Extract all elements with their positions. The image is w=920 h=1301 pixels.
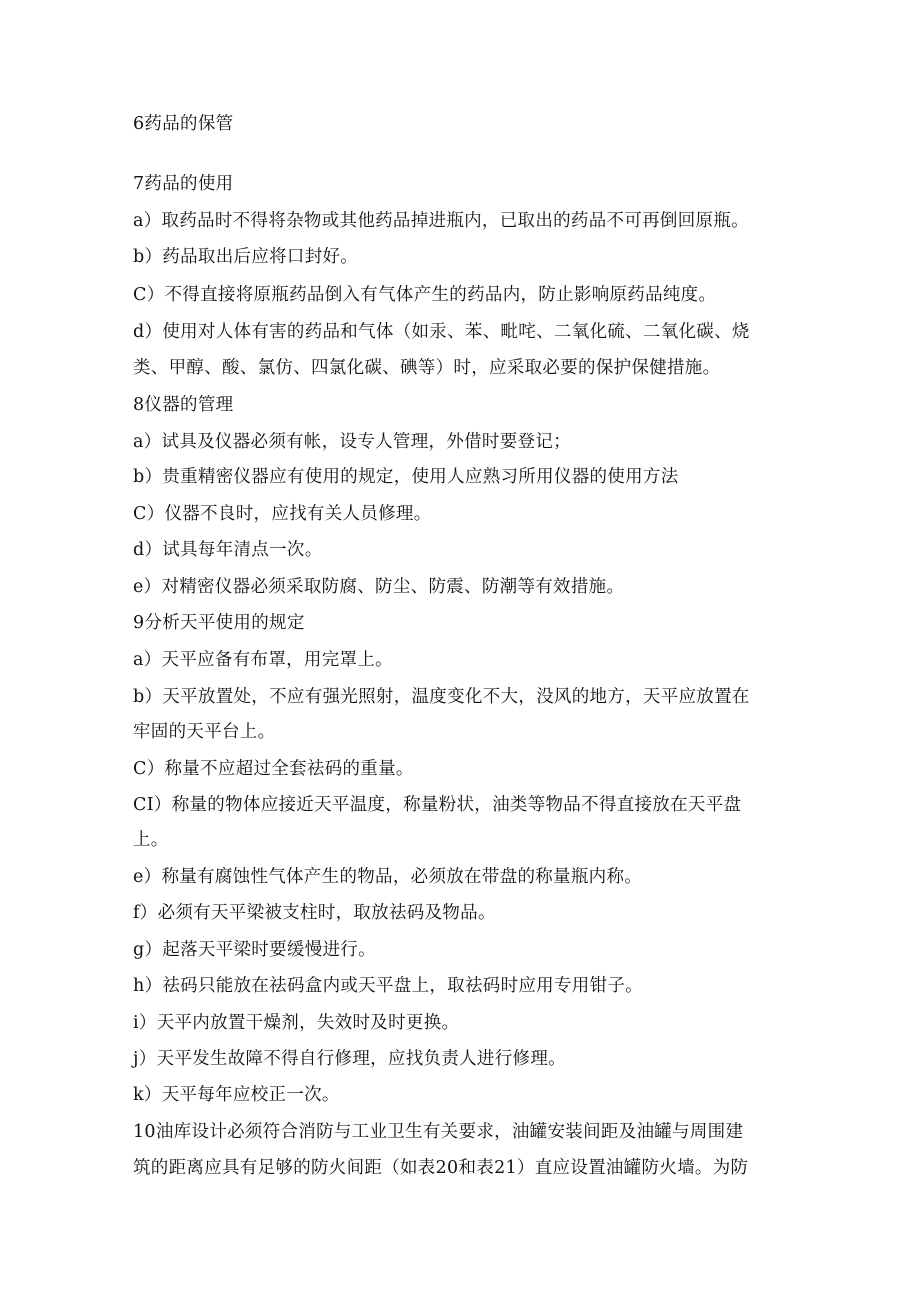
text-line: C）仪器不良时，应找有关人员修理。 (133, 504, 432, 524)
section-heading-7: 7药品的使用 (133, 174, 234, 194)
text-line: b）天平放置处，不应有强光照射，温度变化不大，没风的地方，天平应放置在 (133, 687, 750, 707)
text-line: j）天平发生故障不得自行修理，应找负责人进行修理。 (133, 1049, 566, 1069)
text-line: d）试具每年清点一次。 (133, 540, 323, 560)
text-line: a）取药品时不得将杂物或其他药品掉进瓶内，已取出的药品不可再倒回原瓶。 (133, 211, 749, 231)
text-line: 上。 (133, 830, 169, 850)
text-line: 牢固的天平台上。 (133, 722, 276, 742)
text-line: d）使用对人体有害的药品和气体（如汞、苯、毗咤、二氧化硫、二氧化碳、烧 (133, 322, 750, 342)
text-line: a）试具及仪器必须有帐，设专人管理，外借时要登记； (133, 432, 571, 452)
text-line: a）天平应备有布罩，用完罩上。 (133, 650, 393, 670)
text-line: g）起落天平梁时要缓慢进行。 (133, 940, 376, 960)
text-line: 筑的距离应具有足够的防火间距（如表20和表21）直应设置油罐防火墙。为防 (133, 1158, 749, 1178)
text-line: e）称量有腐蚀性气体产生的物品，必须放在带盘的称量瓶内称。 (133, 867, 643, 887)
text-line: CI）称量的物体应接近天平温度，称量粉状，油类等物品不得直接放在天平盘 (133, 795, 742, 815)
text-line: f）必须有天平梁被支柱时，取放祛码及物品。 (133, 903, 496, 923)
text-line: b）药品取出后应将口封好。 (133, 247, 359, 267)
section-heading-6: 6药品的保管 (133, 114, 234, 134)
section-heading-9: 9分析天平使用的规定 (133, 613, 305, 633)
section-heading-10: 10油库设计必须符合消防与工业卫生有关要求，油罐安装间距及油罐与周围建 (133, 1122, 744, 1142)
text-line: 类、甲醇、酸、氯仿、四氯化碳、碘等）时，应采取必要的保护保健措施。 (133, 358, 721, 378)
text-line: h）祛码只能放在祛码盒内或天平盘上，取祛码时应用专用钳子。 (133, 976, 643, 996)
text-line: k）天平每年应校正一次。 (133, 1085, 340, 1105)
text-line: b）贵重精密仪器应有使用的规定，使用人应熟习所用仪器的使用方法 (133, 467, 679, 487)
text-line: C）不得直接将原瓶药品倒入有气体产生的药品内，防止影响原药品纯度。 (133, 285, 717, 305)
text-line: e）对精密仪器必须采取防腐、防尘、防震、防潮等有效措施。 (133, 577, 625, 597)
text-line: C）称量不应超过全套祛码的重量。 (133, 759, 414, 779)
text-line: i）天平内放置干燥剂，失效时及时更换。 (133, 1013, 460, 1033)
section-heading-8: 8仪器的管理 (133, 395, 234, 415)
